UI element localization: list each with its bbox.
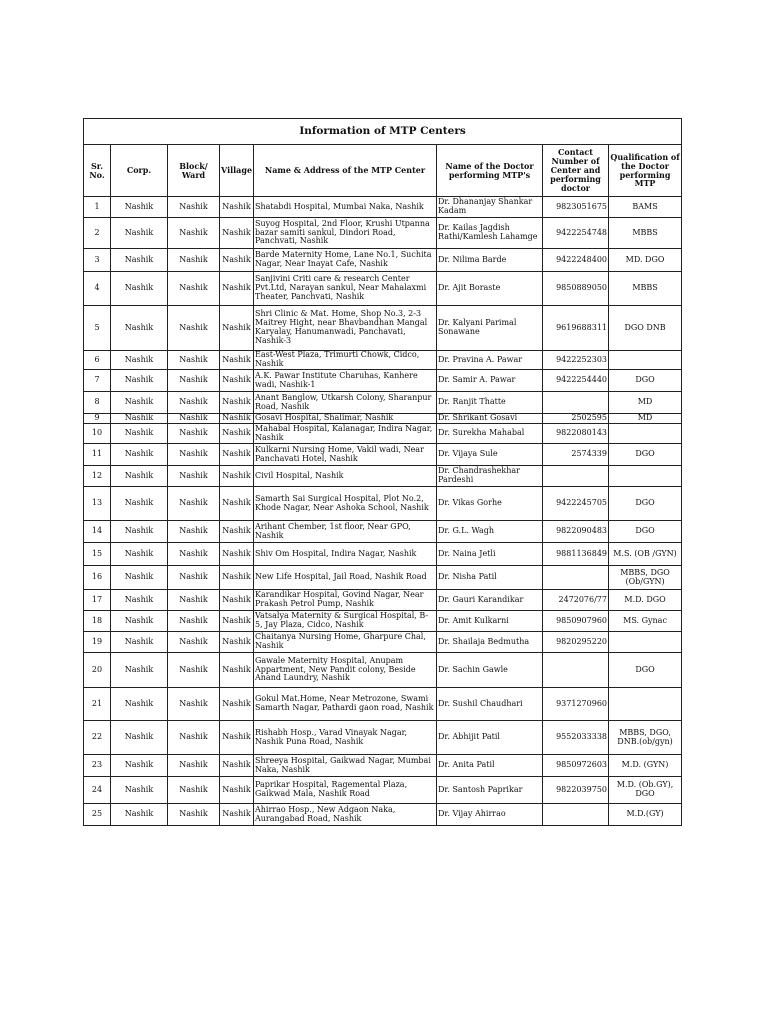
- cell-qualification: [609, 351, 682, 370]
- header-contact: Contact Number of Center and performing doctor: [543, 145, 609, 197]
- cell-doctor: Dr. Shailaja Bedmutha: [437, 632, 543, 653]
- header-sr-no: Sr. No.: [84, 145, 111, 197]
- cell-block-ward: Nashik: [168, 777, 220, 804]
- table-row: [84, 521, 682, 543]
- table-row: [84, 543, 682, 566]
- cell-doctor: Dr. Ajit Boraste: [437, 272, 543, 306]
- cell-doctor: Dr. Samir A. Pawar: [437, 370, 543, 392]
- cell-center: Anant Banglow, Utkarsh Colony, Sharanpur Road, Nashik: [254, 392, 437, 414]
- cell-center: Gosavi Hospital, Shalimar, Nashik: [254, 414, 437, 424]
- table-row: [84, 721, 682, 755]
- header-doctor: Name of the Doctor performing MTP's: [437, 145, 543, 197]
- cell-block-ward: Nashik: [168, 611, 220, 632]
- cell-sr-no: 19: [84, 632, 111, 653]
- cell-center: Chaitanya Nursing Home, Gharpure Chal, Nashik: [254, 632, 437, 653]
- cell-corp: Nashik: [111, 218, 168, 249]
- cell-doctor: Dr. Surekha Mahabal: [437, 424, 543, 444]
- cell-contact: 9371270960: [543, 688, 609, 721]
- cell-village: Nashik: [220, 370, 254, 392]
- table-row: [84, 632, 682, 653]
- cell-village: Nashik: [220, 466, 254, 487]
- cell-corp: Nashik: [111, 197, 168, 218]
- cell-contact: 9823051675: [543, 197, 609, 218]
- cell-corp: Nashik: [111, 370, 168, 392]
- cell-qualification: M.D. DGO: [609, 590, 682, 611]
- cell-corp: Nashik: [111, 424, 168, 444]
- cell-sr-no: 7: [84, 370, 111, 392]
- cell-corp: Nashik: [111, 721, 168, 755]
- cell-corp: Nashik: [111, 632, 168, 653]
- cell-village: Nashik: [220, 721, 254, 755]
- table-row: [84, 351, 682, 370]
- cell-corp: Nashik: [111, 306, 168, 351]
- table-row: [84, 424, 682, 444]
- cell-contact: 9881136849: [543, 543, 609, 566]
- cell-qualification: DGO: [609, 444, 682, 466]
- cell-contact: 9820295220: [543, 632, 609, 653]
- cell-center: Karandikar Hospital, Govind Nagar, Near Prakash Petrol Pump, Nashik: [254, 590, 437, 611]
- cell-sr-no: 3: [84, 249, 111, 272]
- cell-center: Paprikar Hospital, Ragemental Plaza, Gaikwad Mala, Nashik Road: [254, 777, 437, 804]
- cell-center: Mahabal Hospital, Kalanagar, Indira Nagar, Nashik: [254, 424, 437, 444]
- cell-block-ward: Nashik: [168, 543, 220, 566]
- cell-qualification: M.D. (Ob.GY), DGO: [609, 777, 682, 804]
- cell-sr-no: 6: [84, 351, 111, 370]
- cell-qualification: MBBS, DGO (Ob/GYN): [609, 566, 682, 590]
- cell-contact: 9619688311: [543, 306, 609, 351]
- cell-qualification: MD: [609, 414, 682, 424]
- cell-corp: Nashik: [111, 272, 168, 306]
- cell-qualification: [609, 632, 682, 653]
- header-corp: Corp.: [111, 145, 168, 197]
- cell-village: Nashik: [220, 218, 254, 249]
- cell-block-ward: Nashik: [168, 351, 220, 370]
- table-row: [84, 218, 682, 249]
- cell-center: Rishabh Hosp., Varad Vinayak Nagar, Nashik Puna Road, Nashik: [254, 721, 437, 755]
- header-qualification: Qualification of the Doctor performing MTP: [609, 145, 682, 197]
- cell-block-ward: Nashik: [168, 521, 220, 543]
- cell-sr-no: 9: [84, 414, 111, 424]
- cell-corp: Nashik: [111, 444, 168, 466]
- cell-center: Shreeya Hospital, Gaikwad Nagar, Mumbai Naka, Nashik: [254, 755, 437, 777]
- cell-sr-no: 24: [84, 777, 111, 804]
- cell-contact: 9822090483: [543, 521, 609, 543]
- table-row: [84, 197, 682, 218]
- cell-sr-no: 5: [84, 306, 111, 351]
- cell-contact: [543, 804, 609, 826]
- cell-village: Nashik: [220, 351, 254, 370]
- cell-sr-no: 13: [84, 487, 111, 521]
- cell-block-ward: Nashik: [168, 424, 220, 444]
- cell-village: Nashik: [220, 392, 254, 414]
- table-row: [84, 590, 682, 611]
- cell-doctor: Dr. Vijaya Sule: [437, 444, 543, 466]
- cell-center: Shri Clinic & Mat. Home, Shop No.3, 2-3 Maitrey Hight, near Bhavbandhan Mangal Karyalay, Hanumanwadi, Panchavati, Nashik-3: [254, 306, 437, 351]
- cell-sr-no: 22: [84, 721, 111, 755]
- cell-center: A.K. Pawar Institute Charuhas, Kanhere wadi, Nashik-1: [254, 370, 437, 392]
- table-row: [84, 414, 682, 424]
- cell-sr-no: 20: [84, 653, 111, 688]
- table-row: [84, 392, 682, 414]
- cell-center: Shiv Om Hospital, Indira Nagar, Nashik: [254, 543, 437, 566]
- cell-doctor: Dr. Gauri Karandikar: [437, 590, 543, 611]
- cell-village: Nashik: [220, 414, 254, 424]
- cell-block-ward: Nashik: [168, 414, 220, 424]
- cell-block-ward: Nashik: [168, 566, 220, 590]
- cell-corp: Nashik: [111, 487, 168, 521]
- cell-corp: Nashik: [111, 249, 168, 272]
- cell-village: Nashik: [220, 444, 254, 466]
- cell-qualification: M.S. (OB /GYN): [609, 543, 682, 566]
- cell-doctor: Dr. Dhananjay Shankar Kadam: [437, 197, 543, 218]
- cell-contact: [543, 392, 609, 414]
- cell-block-ward: Nashik: [168, 444, 220, 466]
- table-row: [84, 777, 682, 804]
- cell-village: Nashik: [220, 590, 254, 611]
- cell-qualification: DGO: [609, 487, 682, 521]
- cell-corp: Nashik: [111, 392, 168, 414]
- cell-qualification: BAMS: [609, 197, 682, 218]
- cell-block-ward: Nashik: [168, 392, 220, 414]
- cell-doctor: Dr. Pravina A. Pawar: [437, 351, 543, 370]
- cell-sr-no: 23: [84, 755, 111, 777]
- cell-block-ward: Nashik: [168, 755, 220, 777]
- table-row: [84, 249, 682, 272]
- cell-sr-no: 2: [84, 218, 111, 249]
- table-row: [84, 272, 682, 306]
- cell-corp: Nashik: [111, 777, 168, 804]
- cell-qualification: MD. DGO: [609, 249, 682, 272]
- cell-village: Nashik: [220, 249, 254, 272]
- cell-village: Nashik: [220, 688, 254, 721]
- cell-sr-no: 25: [84, 804, 111, 826]
- cell-qualification: DGO DNB: [609, 306, 682, 351]
- cell-corp: Nashik: [111, 653, 168, 688]
- cell-block-ward: Nashik: [168, 197, 220, 218]
- table-row: [84, 688, 682, 721]
- cell-doctor: Dr. Santosh Paprikar: [437, 777, 543, 804]
- table-row: [84, 487, 682, 521]
- cell-contact: [543, 566, 609, 590]
- cell-village: Nashik: [220, 566, 254, 590]
- cell-village: Nashik: [220, 804, 254, 826]
- cell-block-ward: Nashik: [168, 306, 220, 351]
- cell-contact: 9422254440: [543, 370, 609, 392]
- cell-center: Samarth Sai Surgical Hospital, Plot No.2, Khode Nagar, Near Ashoka School, Nashik: [254, 487, 437, 521]
- cell-qualification: [609, 688, 682, 721]
- cell-block-ward: Nashik: [168, 688, 220, 721]
- cell-sr-no: 11: [84, 444, 111, 466]
- cell-qualification: DGO: [609, 653, 682, 688]
- cell-sr-no: 21: [84, 688, 111, 721]
- cell-corp: Nashik: [111, 466, 168, 487]
- cell-qualification: DGO: [609, 370, 682, 392]
- cell-village: Nashik: [220, 611, 254, 632]
- cell-village: Nashik: [220, 306, 254, 351]
- table-row: [84, 444, 682, 466]
- cell-village: Nashik: [220, 521, 254, 543]
- cell-center: Gawale Maternity Hospital, Anupam Appartment, New Pandit colony, Beside Anand Laundry, Nashik: [254, 653, 437, 688]
- cell-corp: Nashik: [111, 351, 168, 370]
- cell-block-ward: Nashik: [168, 487, 220, 521]
- table-row: [84, 611, 682, 632]
- cell-doctor: Dr. Naina Jetli: [437, 543, 543, 566]
- cell-village: Nashik: [220, 755, 254, 777]
- cell-block-ward: Nashik: [168, 632, 220, 653]
- cell-contact: 9850972603: [543, 755, 609, 777]
- cell-village: Nashik: [220, 632, 254, 653]
- cell-sr-no: 15: [84, 543, 111, 566]
- cell-block-ward: Nashik: [168, 370, 220, 392]
- cell-block-ward: Nashik: [168, 804, 220, 826]
- cell-contact: 9822039750: [543, 777, 609, 804]
- cell-block-ward: Nashik: [168, 590, 220, 611]
- cell-sr-no: 16: [84, 566, 111, 590]
- cell-center: Vatsalya Maternity & Surgical Hospital, B-5, Jay Plaza, Cidco, Nashik: [254, 611, 437, 632]
- cell-doctor: Dr. Amit Kulkarni: [437, 611, 543, 632]
- cell-block-ward: Nashik: [168, 653, 220, 688]
- cell-contact: 2472076/77: [543, 590, 609, 611]
- cell-doctor: Dr. Sachin Gawle: [437, 653, 543, 688]
- cell-center: Shatabdi Hospital, Mumbai Naka, Nashik: [254, 197, 437, 218]
- cell-doctor: Dr. Abhijit Patil: [437, 721, 543, 755]
- cell-corp: Nashik: [111, 688, 168, 721]
- cell-doctor: Dr. Nisha Patil: [437, 566, 543, 590]
- table-row: [84, 306, 682, 351]
- cell-sr-no: 8: [84, 392, 111, 414]
- cell-corp: Nashik: [111, 414, 168, 424]
- cell-contact: 9422252303: [543, 351, 609, 370]
- table-row: [84, 653, 682, 688]
- cell-village: Nashik: [220, 777, 254, 804]
- table-row: [84, 466, 682, 487]
- cell-center: Arihant Chember, 1st floor, Near GPO, Nashik: [254, 521, 437, 543]
- table-row: [84, 804, 682, 826]
- cell-center: Civil Hospital, Nashik: [254, 466, 437, 487]
- cell-contact: 9850889050: [543, 272, 609, 306]
- cell-doctor: Dr. Sushil Chaudhari: [437, 688, 543, 721]
- cell-doctor: Dr. Kailas Jagdish Rathi/Kamlesh Lahamge: [437, 218, 543, 249]
- mtp-centers-table: [83, 118, 682, 826]
- table-row: [84, 370, 682, 392]
- cell-sr-no: 17: [84, 590, 111, 611]
- cell-contact: 2574339: [543, 444, 609, 466]
- cell-corp: Nashik: [111, 611, 168, 632]
- cell-doctor: Dr. Ranjit Thatte: [437, 392, 543, 414]
- cell-sr-no: 18: [84, 611, 111, 632]
- cell-contact: 9422248400: [543, 249, 609, 272]
- cell-qualification: [609, 424, 682, 444]
- cell-village: Nashik: [220, 653, 254, 688]
- cell-doctor: Dr. Vikas Gorhe: [437, 487, 543, 521]
- cell-center: East-West Plaza, Trimurti Chowk, Cidco, Nashik: [254, 351, 437, 370]
- header-block-ward: Block/ Ward: [168, 145, 220, 197]
- cell-sr-no: 12: [84, 466, 111, 487]
- cell-qualification: M.D. (GYN): [609, 755, 682, 777]
- cell-contact: 9822080143: [543, 424, 609, 444]
- cell-village: Nashik: [220, 424, 254, 444]
- cell-contact: 9422254748: [543, 218, 609, 249]
- cell-center: Gokul Mat.Home, Near Metrozone, Swami Samarth Nagar, Pathardi gaon road, Nashik: [254, 688, 437, 721]
- cell-center: Kulkarni Nursing Home, Vakil wadi, Near Panchavati Hotel, Nashik: [254, 444, 437, 466]
- cell-block-ward: Nashik: [168, 721, 220, 755]
- cell-qualification: [609, 466, 682, 487]
- cell-qualification: MBBS: [609, 218, 682, 249]
- cell-contact: 9850907960: [543, 611, 609, 632]
- cell-doctor: Dr. G.L. Wagh: [437, 521, 543, 543]
- cell-center: Barde Maternity Home, Lane No.1, Suchita Nagar, Near Inayat Cafe, Nashik: [254, 249, 437, 272]
- cell-contact: 2502595: [543, 414, 609, 424]
- cell-village: Nashik: [220, 197, 254, 218]
- cell-sr-no: 1: [84, 197, 111, 218]
- cell-center: New Life Hospital, Jail Road, Nashik Road: [254, 566, 437, 590]
- cell-block-ward: Nashik: [168, 218, 220, 249]
- cell-center: Ahirrao Hosp., New Adgaon Naka, Aurangabad Road, Nashik: [254, 804, 437, 826]
- table-title: Information of MTP Centers: [84, 119, 682, 145]
- cell-center: Suyog Hospital, 2nd Floor, Krushi Utpanna bazar samiti sankul, Dindori Road, Panchvati, Nashik: [254, 218, 437, 249]
- cell-contact: 9552033338: [543, 721, 609, 755]
- cell-doctor: Dr. Anita Patil: [437, 755, 543, 777]
- cell-doctor: Dr. Vijay Ahirrao: [437, 804, 543, 826]
- cell-qualification: MBBS: [609, 272, 682, 306]
- cell-center: Sanjivini Criti care & research Center Pvt.Ltd, Narayan sankul, Near Mahalaxmi Theater, Panchvati, Nashik: [254, 272, 437, 306]
- cell-village: Nashik: [220, 543, 254, 566]
- table-row: [84, 566, 682, 590]
- header-center: Name & Address of the MTP Center: [254, 145, 437, 197]
- cell-corp: Nashik: [111, 566, 168, 590]
- cell-contact: [543, 466, 609, 487]
- cell-qualification: MBBS, DGO, DNB.(ob/gyn): [609, 721, 682, 755]
- cell-qualification: MD: [609, 392, 682, 414]
- cell-corp: Nashik: [111, 590, 168, 611]
- cell-corp: Nashik: [111, 521, 168, 543]
- cell-corp: Nashik: [111, 543, 168, 566]
- cell-doctor: Dr. Kalyani Parimal Sonawane: [437, 306, 543, 351]
- cell-corp: Nashik: [111, 755, 168, 777]
- table-row: [84, 755, 682, 777]
- cell-doctor: Dr. Nilima Barde: [437, 249, 543, 272]
- cell-contact: [543, 653, 609, 688]
- cell-contact: 9422245705: [543, 487, 609, 521]
- cell-doctor: Dr. Chandrashekhar Pardeshi: [437, 466, 543, 487]
- cell-sr-no: 10: [84, 424, 111, 444]
- cell-village: Nashik: [220, 487, 254, 521]
- cell-village: Nashik: [220, 272, 254, 306]
- cell-sr-no: 4: [84, 272, 111, 306]
- cell-block-ward: Nashik: [168, 249, 220, 272]
- cell-qualification: DGO: [609, 521, 682, 543]
- cell-qualification: M.D.(GY): [609, 804, 682, 826]
- cell-corp: Nashik: [111, 804, 168, 826]
- cell-sr-no: 14: [84, 521, 111, 543]
- table-body: [84, 197, 682, 826]
- cell-block-ward: Nashik: [168, 466, 220, 487]
- cell-doctor: Dr. Shrikant Gosavi: [437, 414, 543, 424]
- cell-block-ward: Nashik: [168, 272, 220, 306]
- header-village: Village: [220, 145, 254, 197]
- cell-qualification: MS. Gynac: [609, 611, 682, 632]
